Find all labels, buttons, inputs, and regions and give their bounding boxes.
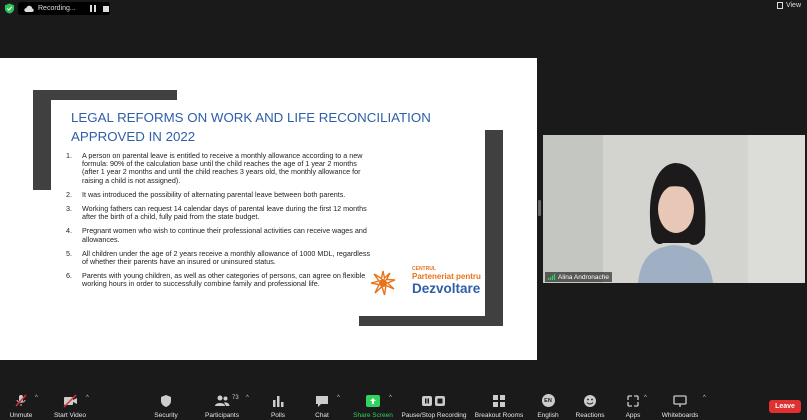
share-screen-chevron-icon[interactable]: ^ [389,395,392,401]
video-off-icon [62,394,78,408]
decorative-bar [359,316,503,326]
participants-chevron-icon[interactable]: ^ [246,395,249,401]
list-item [66,226,374,244]
splitter-handle[interactable] [538,200,541,216]
apps-label: Apps [625,412,641,419]
signal-strength-icon [548,274,555,280]
list-item-number: 6. [66,271,72,281]
logo-line-3: Dezvoltare [412,281,481,296]
reactions-label: Reactions [575,412,605,419]
share-screen-button[interactable] [352,388,394,420]
whiteboards-button[interactable] [660,388,700,420]
list-item-number: 2. [66,189,72,199]
list-item [66,204,374,222]
list-item-text: Pregnant women who wish to continue their professional activities can receive wages and allowances. [82,226,367,244]
decorative-bar [33,90,51,190]
pause-stop-recording-icon [421,394,447,408]
security-label: Security [154,412,178,419]
video-options-chevron-icon[interactable]: ^ [86,395,89,401]
apps-icon [625,394,641,408]
whiteboards-chevron-icon[interactable]: ^ [703,395,706,401]
logo-sun-icon [368,268,398,298]
participants-icon [214,394,230,408]
list-item [66,151,374,185]
recording-label: Recording... [38,5,76,12]
decorative-bar [485,130,503,326]
logo-line-1: CENTRUL [412,266,436,272]
muted-microphone-icon [13,394,29,408]
pause-stop-recording-label: Pause/Stop Recording [401,412,467,419]
chat-button[interactable] [310,388,334,420]
view-label: View [785,2,801,9]
breakout-rooms-label: Breakout Rooms [474,412,524,419]
organization-logo [368,266,481,300]
list-item-text: All children under the age of 2 years receive a monthly allowance of 1000 MDL, regardless of whether their parents have an insured or uninsured status. [82,248,371,267]
participants-label: Participants [205,412,239,419]
pause-stop-recording-button[interactable] [402,388,466,420]
list-item-number: 5. [66,248,72,258]
security-shield-icon [4,3,15,14]
chat-bubble-icon [314,394,330,408]
cloud-recording-icon [24,5,34,13]
leave-button[interactable]: Leave [769,400,801,413]
share-screen-label: Share Screen [353,412,393,419]
logo-line-2: Parteneriat pentru [412,272,481,281]
shared-screen-slide [0,58,537,360]
participant-video-tile[interactable] [543,135,805,283]
decorative-bar [33,90,177,100]
language-interpretation-button[interactable] [535,388,561,420]
share-screen-icon [365,394,381,408]
list-item [66,248,374,267]
list-item-number: 3. [66,204,72,214]
list-item-number: 4. [66,226,72,236]
view-button[interactable] [777,2,801,9]
whiteboard-icon [672,394,688,408]
apps-button[interactable] [620,388,646,420]
slide-title: LEGAL REFORMS ON WORK AND LIFE RECONCILIATION APPROVED IN 2022 [71,110,431,144]
english-label: English [537,412,559,419]
chat-chevron-icon[interactable]: ^ [337,395,340,401]
audio-options-chevron-icon[interactable]: ^ [35,395,38,401]
meeting-toolbar [0,388,807,420]
whiteboards-label: Whiteboards [661,412,699,419]
list-item-number: 1. [66,151,72,160]
list-item [66,189,374,199]
unmute-label: Unmute [9,412,33,419]
slide-list [66,151,374,295]
security-button[interactable] [150,388,182,420]
pause-recording-icon[interactable] [90,5,96,12]
list-item-text: Parents with young children, as well as other categories of persons, can agree on flexible working hours in order to successfully combine family and professional life. [82,271,366,289]
list-item-text: It was introduced the possibility of alternating parental leave between both parents. [82,189,346,199]
breakout-rooms-icon [491,394,507,408]
shield-icon [158,394,174,408]
stop-recording-icon[interactable] [103,6,109,12]
list-item-text: Working fathers can request 14 calendar days of parental leave during the first 12 months after the birth of a child, fully paid from the state budget. [82,204,367,222]
list-item [66,271,374,289]
reactions-button[interactable] [574,388,606,420]
participant-name-tag [545,272,612,282]
view-layout-icon [777,2,783,9]
polls-label: Polls [270,412,286,419]
breakout-rooms-button[interactable] [476,388,522,420]
start-video-button[interactable] [50,388,90,420]
recording-indicator[interactable] [18,2,110,15]
reactions-smiley-icon [582,394,598,408]
polls-icon [270,394,286,408]
participant-name: Alina Andronache [558,273,609,281]
apps-chevron-icon[interactable]: ^ [644,395,647,401]
language-en-icon: EN [542,394,555,407]
chat-label: Chat [315,412,329,419]
start-video-label: Start Video [53,412,87,419]
participants-button[interactable] [202,388,242,420]
participant-video-feed [543,135,805,283]
unmute-button[interactable] [6,388,36,420]
polls-button[interactable] [266,388,290,420]
list-item-text: A person on parental leave is entitled to receive a monthly allowance according to a new formula: 90% of the calculation base until the child reaches the age of 1 year 2 months (after 1 year 2 months and until the child reaches 3 years old, the monthly allowance for raising a child is not assigned). [82,151,363,185]
participants-count: 73 [232,395,239,401]
